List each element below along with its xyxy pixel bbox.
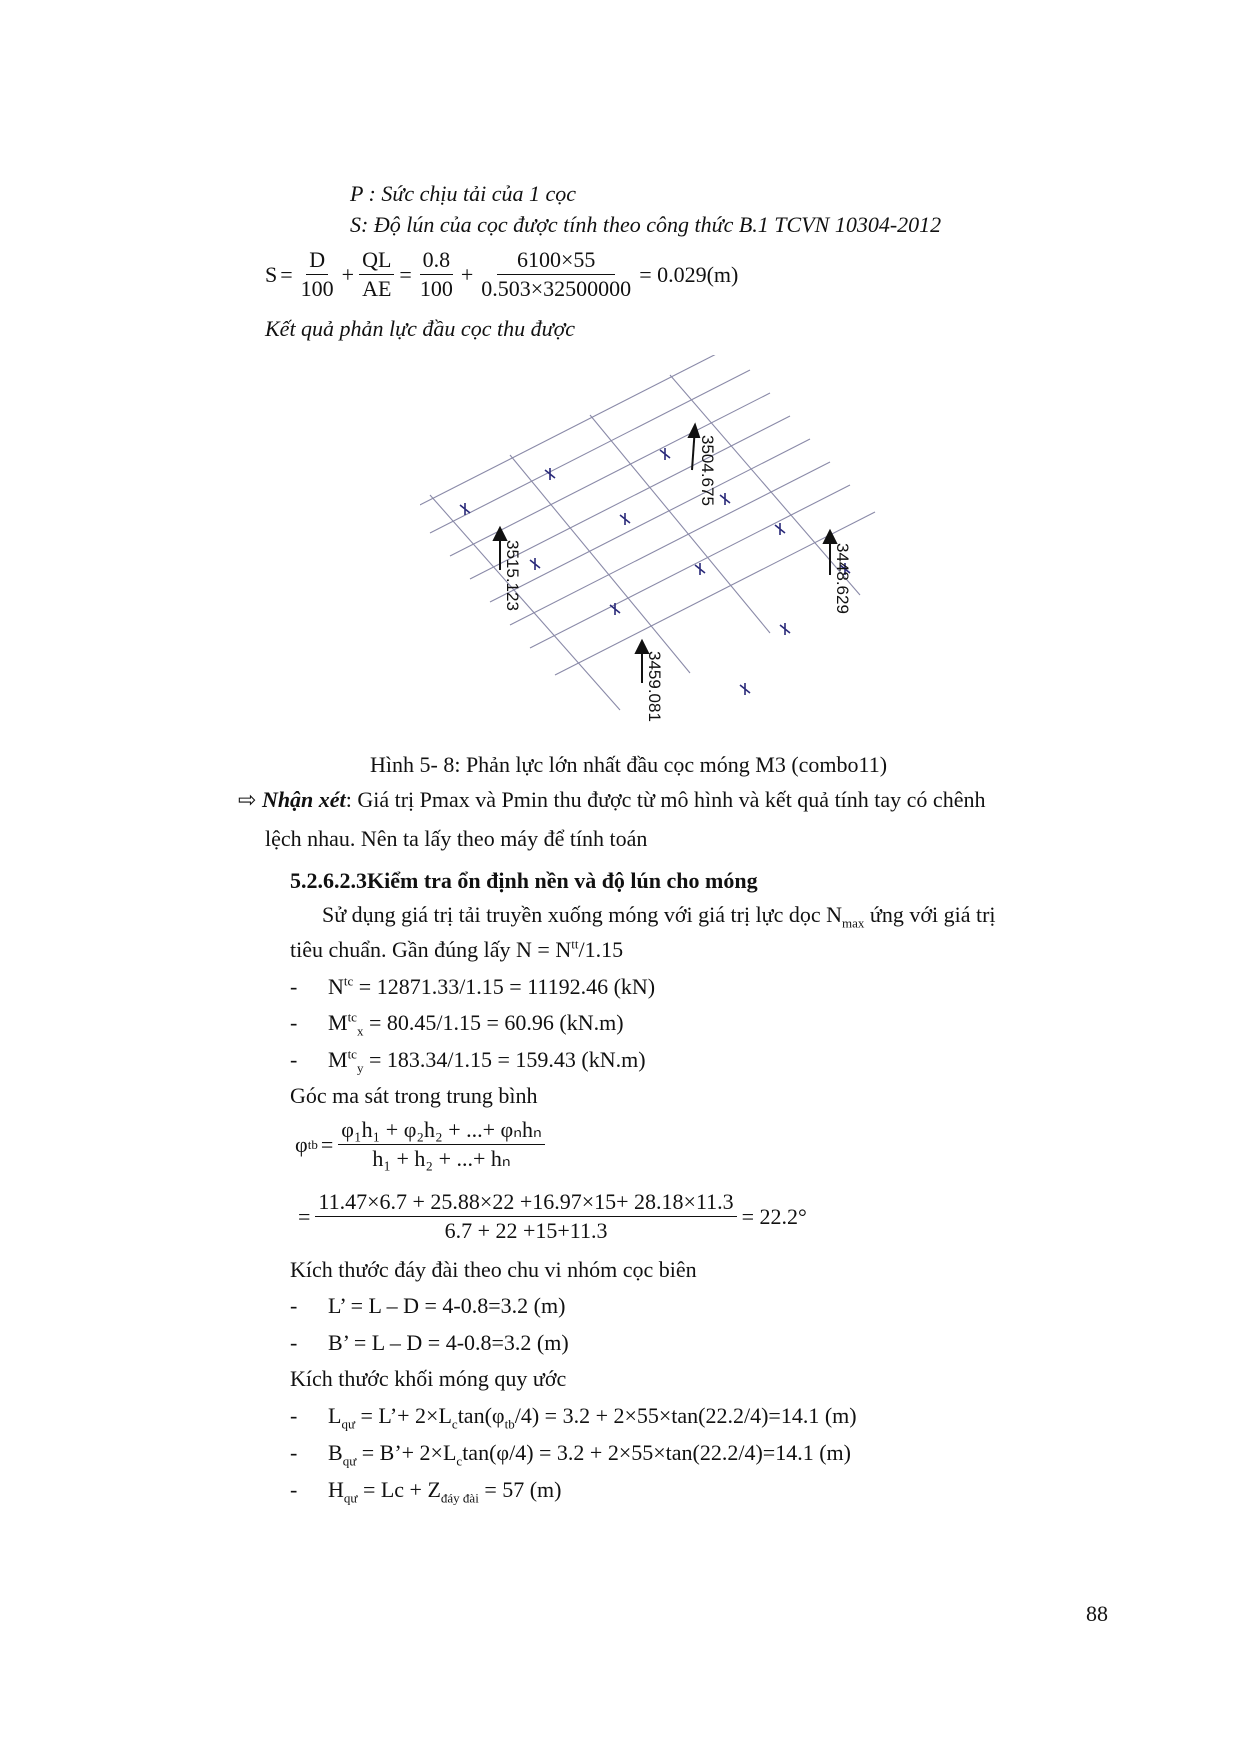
eq-sign: = [320, 1131, 334, 1157]
remark-line-2: lệch nhau. Nên ta lấy theo máy để tính toán [265, 826, 648, 851]
block-bqu [290, 1440, 851, 1469]
symbol: H [328, 1477, 344, 1502]
para-text: ứng với giá trị [864, 902, 996, 927]
pile-marker [695, 563, 705, 575]
remark-line-1 [238, 787, 985, 813]
subscript: qư [341, 1416, 355, 1432]
subscript: tb [504, 1416, 515, 1432]
arrow-head [689, 425, 699, 437]
load-expression: = 12871.33/1.15 = 11192.46 (kN) [353, 974, 656, 999]
eq-sign: = [399, 261, 412, 287]
phi-equation: φ tb = $\frac{\text{φ₁h₁ + φ₂h₂ + ...+ φₙhₙ}}{\text{h₁ + h₂ + ...+ hₙ}}$ [295, 1118, 547, 1171]
reaction-label-2: 3515.123 [503, 540, 522, 611]
pile-marker [660, 448, 670, 460]
base-l-text: L’ = L – D = 4-0.8=3.2 (m) [328, 1293, 566, 1318]
bullet-dash: - [290, 1330, 298, 1355]
pile-reaction-figure [420, 355, 910, 735]
expr: = B’+ 2×L [356, 1440, 457, 1465]
grid-line [510, 455, 690, 673]
grid-line [490, 439, 810, 602]
subscript: đáy đài [440, 1490, 479, 1506]
pile-marker [780, 623, 790, 635]
load-expression: = 183.34/1.15 = 159.43 (kN.m) [363, 1047, 646, 1072]
remark-text-1: Giá trị Pmax và Pmin thu được từ mô hình và kết quả tính tay có chênh [351, 787, 986, 812]
expr: = 57 (m) [478, 1477, 562, 1502]
pile-marker [740, 683, 750, 695]
load-expression: = 80.45/1.15 = 60.96 (kN.m) [363, 1010, 624, 1035]
pile-marker [620, 513, 630, 525]
load-symbol: M [328, 1010, 348, 1035]
superscript: tt [571, 936, 579, 952]
plus-sign: + [460, 261, 474, 287]
result-intro: Kết quả phản lực đầu cọc thu được [265, 316, 576, 341]
subscript: y [356, 1060, 364, 1076]
grid-line [530, 485, 850, 648]
load-symbol: M [328, 1047, 348, 1072]
pile-marker [530, 558, 540, 570]
grid-line [430, 495, 620, 710]
symbol: B [328, 1440, 343, 1465]
phi-equation-values [295, 1190, 810, 1243]
phi-result: = 22.2° [741, 1203, 807, 1229]
bullet-dash: - [290, 974, 298, 999]
fraction-numerator: 11.47×6.7 + 25.88×22 +16.97×15+ 28.18×11.3 [315, 1190, 736, 1217]
section-number: 5.2.6.2.3 [290, 868, 367, 893]
phi-general-fraction [338, 1118, 545, 1171]
reaction-arrows [494, 425, 836, 683]
figure-caption: Hình 5- 8: Phản lực lớn nhất đầu cọc móng M3 (combo11) [370, 752, 888, 777]
eq-sign: = [298, 1203, 311, 1229]
load-mx [290, 1009, 624, 1039]
arrow-right-icon: ⇨ [238, 787, 257, 812]
subscript: qư [343, 1490, 358, 1506]
reaction-label-3: 3448.629 [833, 543, 852, 614]
friction-title: Góc ma sát trong trung bình [290, 1083, 538, 1108]
expr: tan(φ/4) = 3.2 + 2×55×tan(22.2/4)=14.1 (m) [462, 1440, 851, 1465]
superscript: tc [347, 1046, 357, 1062]
base-l [290, 1293, 565, 1319]
fraction-numerator: QL [359, 248, 394, 275]
bullet-dash: - [290, 1047, 298, 1072]
arrow-head [494, 528, 506, 540]
page-number: 88 [1086, 1601, 1108, 1626]
pile-marker [610, 603, 620, 615]
fraction-numerator: 0.8 [420, 248, 454, 275]
pile-marker [720, 493, 730, 505]
phi-lhs: φ [295, 1131, 308, 1157]
expr: tan(φ [457, 1403, 505, 1428]
block-hqu [290, 1477, 562, 1506]
para-text: /1.15 [578, 937, 624, 962]
fraction-08-100 [417, 248, 456, 301]
para-text: tiêu chuẩn. Gần đúng lấy N = N [290, 937, 572, 962]
fraction-denominator: 100 [300, 276, 334, 301]
block-title: Kích thước khối móng quy ước [290, 1366, 567, 1391]
para-text: Sử dụng giá trị tải truyền xuống móng với giá trị lực dọc N [322, 902, 843, 927]
intro-line-settlement: S: Độ lún của cọc được tính theo công thức B.1 TCVN 10304-2012 [350, 212, 942, 237]
fraction-denominator: 6.7 + 22 +15+11.3 [444, 1218, 608, 1243]
superscript: tc [347, 1009, 357, 1025]
phi-value-fraction [315, 1190, 736, 1243]
remark-label: Nhận xét [261, 787, 346, 812]
grid-line [510, 462, 830, 625]
expr: /4) = 3.2 + 2×55×tan(22.2/4)=14.1 (m) [514, 1403, 857, 1428]
section-heading [290, 868, 758, 894]
fraction-d-100 [298, 248, 337, 301]
bullet-dash: - [290, 1440, 298, 1465]
load-n [290, 974, 655, 1000]
fraction-numerator: φ₁h₁ + φ₂h₂ + ...+ φₙhₙ [338, 1118, 545, 1145]
plus-sign: + [341, 261, 355, 287]
bullet-dash: - [290, 1477, 298, 1502]
base-title: Kích thước đáy đài theo chu vi nhóm cọc biên [290, 1257, 697, 1282]
eq-sign: = [280, 261, 293, 287]
intro-line-pile-capacity: P : Sức chịu tải của 1 cọc [350, 181, 577, 206]
section-title: Kiểm tra ổn định nền và độ lún cho móng [367, 868, 758, 893]
reaction-label-1: 3504.675 [698, 435, 717, 506]
subscript: x [356, 1023, 364, 1039]
grid-line [590, 415, 770, 633]
reaction-label-4: 3459.081 [645, 651, 664, 722]
fraction-denominator: h₁ + h₂ + ...+ hₙ [372, 1146, 511, 1171]
block-lqu [290, 1403, 857, 1432]
fraction-numerator: D [306, 248, 328, 275]
symbol: L [328, 1403, 342, 1428]
bullet-dash: - [290, 1010, 298, 1035]
fraction-denominator: 100 [419, 276, 453, 301]
superscript: tc [343, 973, 354, 989]
expr: = Lc + Z [357, 1477, 441, 1502]
subscript: max [842, 915, 865, 931]
para-load-line-1 [322, 902, 996, 931]
settlement-equation [265, 248, 741, 301]
bullet-dash: - [290, 1403, 298, 1428]
base-b [290, 1330, 569, 1356]
fraction-denominator: AE [362, 276, 392, 301]
fraction-ql-ae [359, 248, 394, 301]
fraction-numerator: 6100×55 [497, 248, 615, 275]
remark-colon: : [345, 787, 352, 812]
grid-line [420, 355, 730, 510]
eq-lhs: S [265, 261, 278, 287]
pile-marker [775, 523, 785, 535]
fraction-ql-value [478, 248, 634, 301]
subscript: c [456, 1453, 463, 1469]
load-symbol: N [328, 974, 344, 999]
subscript: c [451, 1416, 458, 1432]
para-load-line-2 [290, 937, 623, 963]
fraction-denominator: 0.503×32500000 [481, 276, 632, 301]
expr: = L’+ 2×L [355, 1403, 452, 1428]
load-my [290, 1046, 646, 1076]
eq-result: = 0.029(m) [639, 261, 739, 287]
bullet-dash: - [290, 1293, 298, 1318]
subscript: qư [342, 1453, 357, 1469]
base-b-text: B’ = L – D = 4-0.8=3.2 (m) [328, 1330, 569, 1355]
